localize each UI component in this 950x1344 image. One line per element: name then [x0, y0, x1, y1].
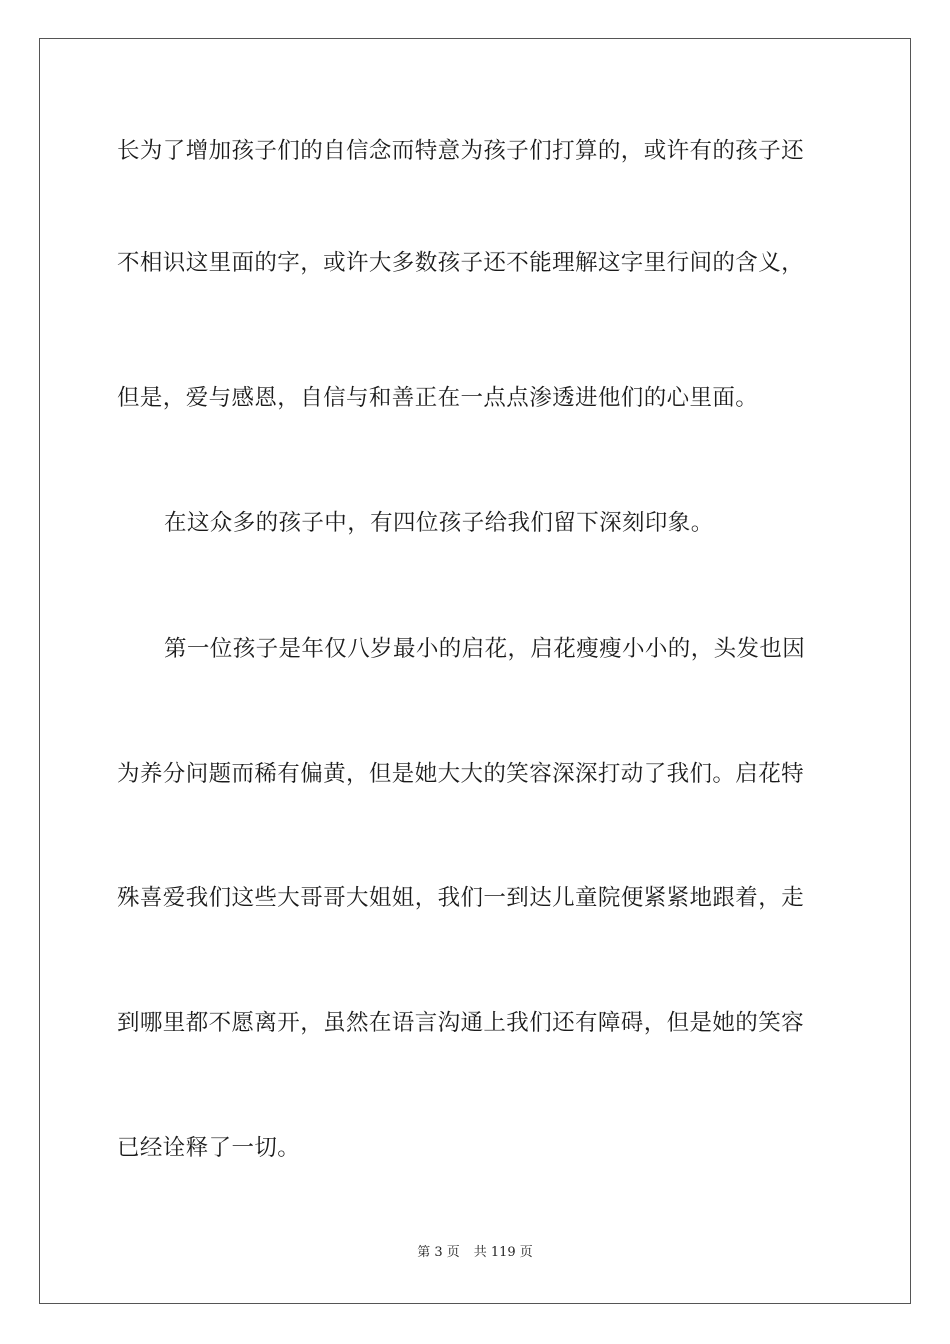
- text-line-1: 长为了增加孩子们的自信念而特意为孩子们打算的，或许有的孩子还: [117, 138, 805, 164]
- text-line-2: 不相识这里面的字，或许大多数孩子还不能理解这字里行间的含义，: [117, 250, 805, 276]
- paragraph-start-line-2: 第一位孩子是年仅八岁最小的启花，启花瘦瘦小小的，头发也因: [164, 636, 806, 662]
- text-line-7: 殊喜爱我们这些大哥哥大姐姐，我们一到达儿童院便紧紧地跟着，走: [117, 885, 805, 911]
- page-border: [39, 38, 911, 1304]
- text-line-3: 但是，爱与感恩，自信与和善正在一点点渗透进他们的心里面。: [117, 385, 759, 411]
- page-footer: [0, 1244, 950, 1262]
- text-line-6: 为养分问题而稀有偏黄，但是她大大的笑容深深打动了我们。启花特: [117, 761, 805, 787]
- text-line-8: 到哪里都不愿离开，虽然在语言沟通上我们还有障碍，但是她的笑容: [117, 1010, 805, 1036]
- page-number: 第 3 页: [417, 1245, 460, 1260]
- total-pages: 共 119 页: [473, 1245, 533, 1260]
- paragraph-start-line: 在这众多的孩子中，有四位孩子给我们留下深刻印象。: [164, 510, 714, 536]
- text-line-9: 已经诠释了一切。: [117, 1135, 301, 1161]
